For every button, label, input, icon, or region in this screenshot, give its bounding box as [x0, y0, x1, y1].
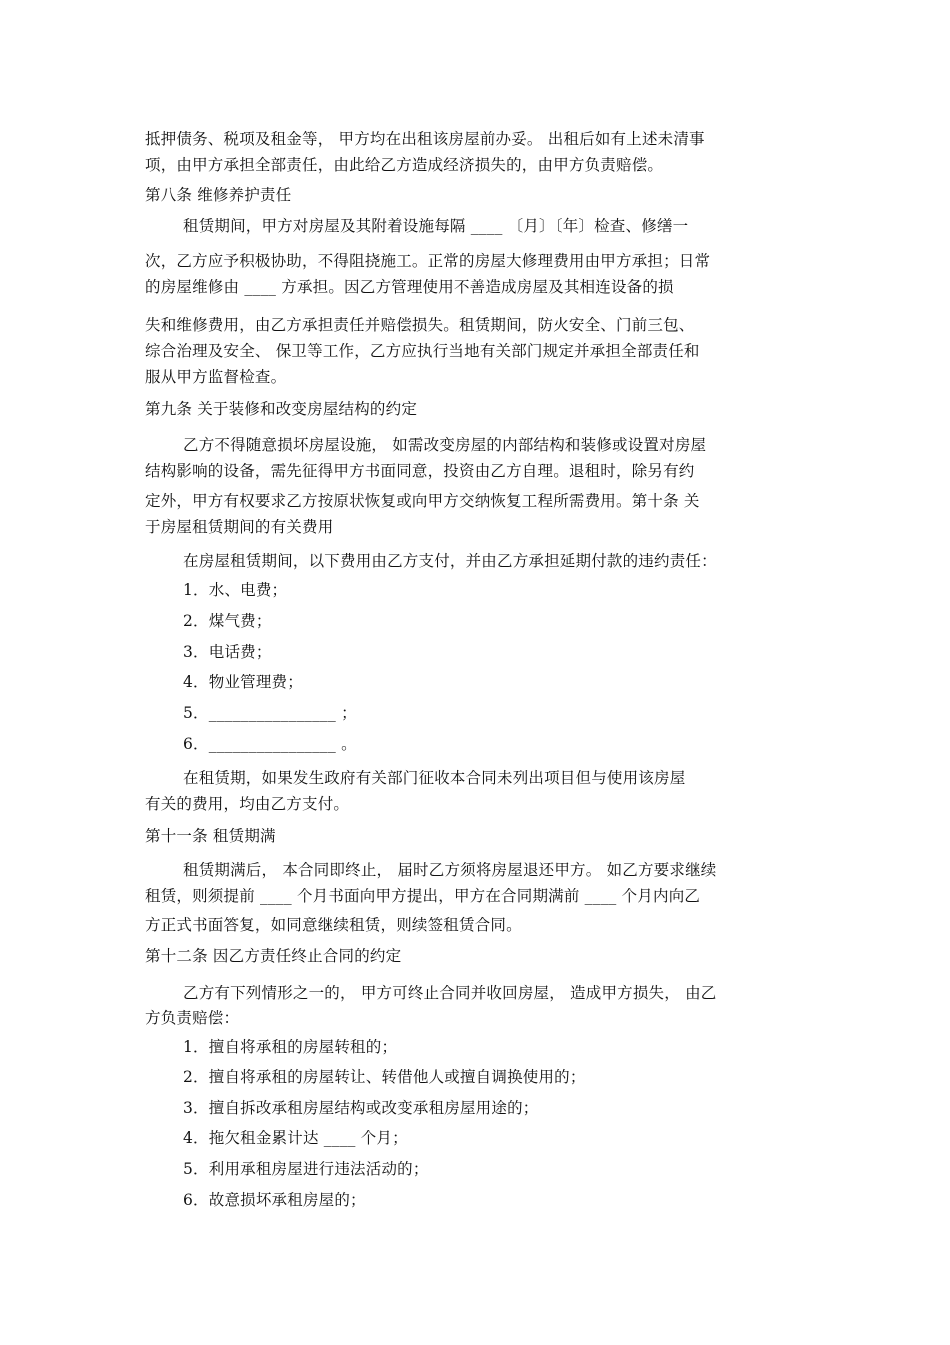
section-heading-11: 第十一条 租赁期满	[145, 827, 276, 845]
list-item: 4．物业管理费；	[183, 673, 303, 691]
text-line: 乙方不得随意损坏房屋设施， 如需改变房屋的内部结构和装修或设置对房屋	[183, 436, 707, 454]
text-line: 租赁期间，甲方对房屋及其附着设施每隔 ____ 〔月〕〔年〕检查、修缮一	[183, 217, 689, 235]
text-line: 抵押债务、税项及租金等， 甲方均在出租该房屋前办妥。 出租后如有上述未清事	[145, 130, 705, 148]
section-heading-8: 第八条 维修养护责任	[145, 186, 292, 204]
text-line: 有关的费用，均由乙方支付。	[145, 795, 350, 813]
list-item: 5．利用承租房屋进行违法活动的；	[183, 1160, 429, 1178]
list-item: 3．电话费；	[183, 643, 272, 661]
text-line: 的房屋维修由 ____ 方承担。因乙方管理使用不善造成房屋及其相连设备的损	[145, 278, 674, 296]
text-line: 定外，甲方有权要求乙方按原状恢复或向甲方交纳恢复工程所需费用。第十条 关	[145, 492, 700, 510]
text-line: 方负责赔偿：	[145, 1009, 240, 1027]
list-item: 6．________________ 。	[183, 735, 357, 753]
text-line: 项，由甲方承担全部责任，由此给乙方造成经济损失的，由甲方负责赔偿。	[145, 156, 664, 174]
text-line: 在租赁期，如果发生政府有关部门征收本合同未列出项目但与使用该房屋	[183, 769, 686, 787]
list-item: 4．拖欠租金累计达 ____ 个月；	[183, 1129, 408, 1147]
section-heading-9: 第九条 关于装修和改变房屋结构的约定	[145, 400, 418, 418]
text-line: 租赁，则须提前 ____ 个月书面向甲方提出，甲方在合同期满前 ____ 个月内向乙	[145, 887, 701, 905]
text-line: 失和维修费用，由乙方承担责任并赔偿损失。租赁期间，防火安全、门前三包、	[145, 316, 695, 334]
text-line: 综合治理及安全、 保卫等工作，乙方应执行当地有关部门规定并承担全部责任和	[145, 342, 700, 360]
text-line: 服从甲方监督检查。	[145, 368, 287, 386]
list-item: 2．擅自将承租的房屋转让、转借他人或擅自调换使用的；	[183, 1068, 586, 1086]
list-item: 5．________________ ；	[183, 704, 357, 722]
text-line: 次，乙方应予积极协助，不得阻挠施工。正常的房屋大修理费用由甲方承担；日常	[145, 252, 711, 270]
list-item: 3．擅自拆改承租房屋结构或改变承租房屋用途的；	[183, 1099, 539, 1117]
section-heading-12: 第十二条 因乙方责任终止合同的约定	[145, 947, 402, 965]
text-line: 在房屋租赁期间，以下费用由乙方支付，并由乙方承担延期付款的违约责任：	[183, 552, 717, 570]
text-line: 于房屋租赁期间的有关费用	[145, 518, 334, 536]
list-item: 1．擅自将承租的房屋转租的；	[183, 1038, 398, 1056]
list-item: 1．水、电费；	[183, 581, 288, 599]
text-line: 租赁期满后， 本合同即终止， 届时乙方须将房屋退还甲方。 如乙方要求继续	[183, 861, 717, 879]
list-item: 2．煤气费；	[183, 612, 272, 630]
text-line: 结构影响的设备，需先征得甲方书面同意，投资由乙方自理。退租时，除另有约	[145, 462, 695, 480]
list-item: 6．故意损坏承租房屋的；	[183, 1191, 366, 1209]
text-line: 方正式书面答复，如同意继续租赁，则续签租赁合同。	[145, 916, 522, 934]
text-line: 乙方有下列情形之一的， 甲方可终止合同并收回房屋， 造成甲方损失， 由乙	[183, 984, 717, 1002]
